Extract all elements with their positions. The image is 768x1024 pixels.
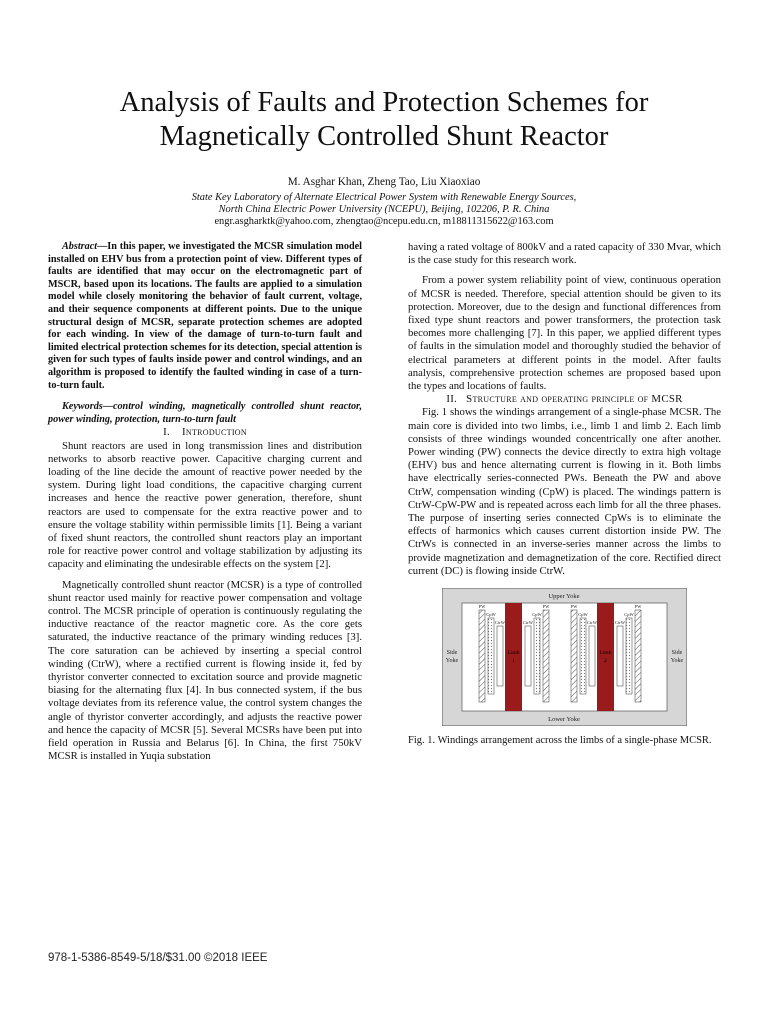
copyright-footer: 978-1-5386-8549-5/18/$31.00 ©2018 IEEE <box>48 952 268 964</box>
abstract-label: Abstract <box>62 241 98 252</box>
ctrw-label-4: CtrW <box>615 620 625 626</box>
limb-2-pw-left <box>571 610 577 702</box>
side-yoke-left-label-2: Yoke <box>445 658 459 665</box>
limb-2-pw-right <box>635 610 641 702</box>
side-yoke-right-label-2: Yoke <box>670 658 684 665</box>
figure-1 <box>442 588 687 726</box>
limb-1-pw-left <box>479 610 485 702</box>
section-1-paragraph-2: Magnetically controlled shunt reactor (MCSR) is a type of controlled shunt reactor used mainly for reactive power compensation and voltage control. The MCSR principle of operation is continuously regulating the inductive reactance of the reactor magnetic core. As the core gets saturated, the inductive reactance of the primary winding reduces [3]. The core saturation can be achieved by inserting a special control winding (CtrW), where a rectified current is flowing inside it, fed by thyristor converter connected to excitation source and provide magnetic biasing for the alternating flux [4]. In bus connected system, if the bus voltage deviates from its reference value, the control system changes the angle of thyristor converter accordingly, and adjusts the reactive power and hence the capacity of MCSR [5]. Several MCSRs have been put into field operation in Russia and Belarus [6]. In China, the first 750kV MCSR is installed in Yuqia substation <box>48 578 362 763</box>
limb-2 <box>597 603 614 711</box>
cpw-label-4: CpW <box>624 612 634 618</box>
pw-label-2: PW <box>542 604 550 610</box>
lower-yoke-label: Lower Yoke <box>548 716 580 724</box>
ctrw-label-1: CtrW <box>495 620 505 626</box>
right-column <box>408 241 721 748</box>
limb-1-ctrw-left <box>497 626 503 686</box>
windings-diagram <box>442 588 687 726</box>
section-1-paragraph-3: having a rated voltage of 800kV and a rated capacity of 330 Mvar, which is the case study for this research work. <box>408 241 721 267</box>
title-line-2: Magnetically Controlled Shunt Reactor <box>159 121 609 152</box>
abstract <box>48 241 362 392</box>
affiliation-line-2: North China Electric Power University (NCEPU), Beijing, 102206, P. R. China <box>218 204 550 216</box>
left-column <box>48 241 362 763</box>
section-2-paragraph-1: Fig. 1 shows the windings arrangement of a single-phase MCSR. The main core is divided into two limbs, i.e., limb 1 and limb 2. Each limb consists of three windings wounded concentrically one after another. Power winding (PW) connects the device directly to extra high voltage (EHV) bus and hence alternating current is flowing in it. Both limbs have electrically series-connected PWs. Beneath the PW and above CtrW, compensation winding (CpW) is placed. The windings pattern is CtrW-CpW-PW and is repeated across each limb for all the three phases. The purpose of inserting series connected CpWs is to eliminate the effects of harmonics which causes current distortion inside PW. The CtrWs is connected in an inverse-series manner across the limbs to provide magnetization and demagnetization of the core. Rectified direct current (DC) is flowing inside CtrW. <box>408 406 721 577</box>
affiliation-line-1: State Key Laboratory of Alternate Electrical Power System with Renewable Energy Sources, <box>191 192 577 203</box>
limb-1-ctrw-right <box>525 626 531 686</box>
limb-2-cpw-left <box>580 618 586 694</box>
section-2-title: Structure and operating principle of MCSR <box>466 393 683 406</box>
ctrw-label-2: CtrW <box>523 620 533 626</box>
affiliation <box>0 192 768 229</box>
limb-1-label-2: 1 <box>512 658 515 665</box>
upper-yoke-label: Upper Yoke <box>548 593 580 601</box>
limb-2-label-1: Limb <box>599 650 612 657</box>
pw-label-3: PW <box>570 604 578 610</box>
figure-1-caption: Fig. 1. Windings arrangement across the limbs of a single-phase MCSR. <box>408 735 712 747</box>
limb-1-cpw-left <box>488 618 494 694</box>
pw-label-1: PW <box>478 604 486 610</box>
abstract-text: —In this paper, we investigated the MCSR simulation model installed on EHV bus from a protection point of view. Different types of faults are identified that may occur on the electromagnetic part of MSCR, based upon its locations. The faults are applied to a simulation model while closely monitoring the behavior of fault current, voltage, and their sequence components at different points. Due to the unique structural design of MCSR, separate protection schemes are adopted for each winding. In view of the damage of turn-to-turn fault and limited electrical protection schemes for its detection, special attention is given for such types of faults inside power and control windings, and an algorithm is proposed to identify the faulted winding in case of a turn-to-turn fault. <box>48 241 362 391</box>
cpw-label-1: CpW <box>486 612 496 618</box>
section-2-heading <box>408 393 721 406</box>
keywords: Keywords—control winding, magnetically controlled shunt reactor, power winding, protection, turn-to-turn fault <box>48 401 362 425</box>
section-1-title: Introduction <box>181 426 247 439</box>
section-1-number: I. <box>163 426 170 439</box>
cpw-label-3: CpW <box>578 612 588 618</box>
limb-2-ctrw-right <box>617 626 623 686</box>
limb-1 <box>505 603 522 711</box>
limb-1-pw-right <box>543 610 549 702</box>
section-1-paragraph-4: From a power system reliability point of view, continuous operation of MCSR is needed. Therefore, special attention should be given to its protection. Moreover, due to the design and functional differences from fixed type shunt reactors and power transformers, the protection task becomes more challenging [7]. In this paper, we applied different types of faults in the simulation model and thoroughly studied the behavior of electrical parameters at different points in the model. After faults analysis, comprehensive protection schemes are proposed based upon the types and locations of faults. <box>408 274 721 393</box>
pw-label-4: PW <box>634 604 642 610</box>
limb-2-cpw-right <box>626 618 632 694</box>
title-line-1: Analysis of Faults and Protection Schemes for <box>119 87 649 118</box>
paper-title <box>0 86 768 154</box>
section-2-number: II. <box>446 393 458 406</box>
cpw-label-2: CpW <box>532 612 542 618</box>
limb-1-label-1: Limb <box>507 650 520 657</box>
limb-2-label-2: 2 <box>604 658 607 665</box>
section-1-paragraph-1: Shunt reactors are used in long transmission lines and distribution networks to absorb reactive power. Capacitive charging current and loading of the line decide the amount of reactive power needed by the system. During light load conditions, the capacitive charging current increases and hence the reactive power generation, therefore, shunt reactors are used to compensate for the extra reactive power and to ensure the voltage stability within permissible limits [1]. Being a variant of fixed shunt reactors, the controlled shunt reactors play an important role for reactive power control and voltage stabilization by adjusting its capacity and eliminating the undesirable effects on the system [2]. <box>48 439 362 571</box>
author-emails: engr.asgharktk@yahoo.com, zhengtao@ncepu.edu.cn, m18811315622@163.com <box>214 216 554 228</box>
section-1-heading <box>48 426 362 439</box>
limb-1-cpw-right <box>534 618 540 694</box>
ctrw-label-3: CtrW <box>587 620 597 626</box>
side-yoke-left-label-1: Side <box>446 650 458 657</box>
side-yoke-right-label-1: Side <box>671 650 683 657</box>
limb-2-ctrw-left <box>589 626 595 686</box>
authors: M. Asghar Khan, Zheng Tao, Liu Xiaoxiao <box>287 176 481 188</box>
